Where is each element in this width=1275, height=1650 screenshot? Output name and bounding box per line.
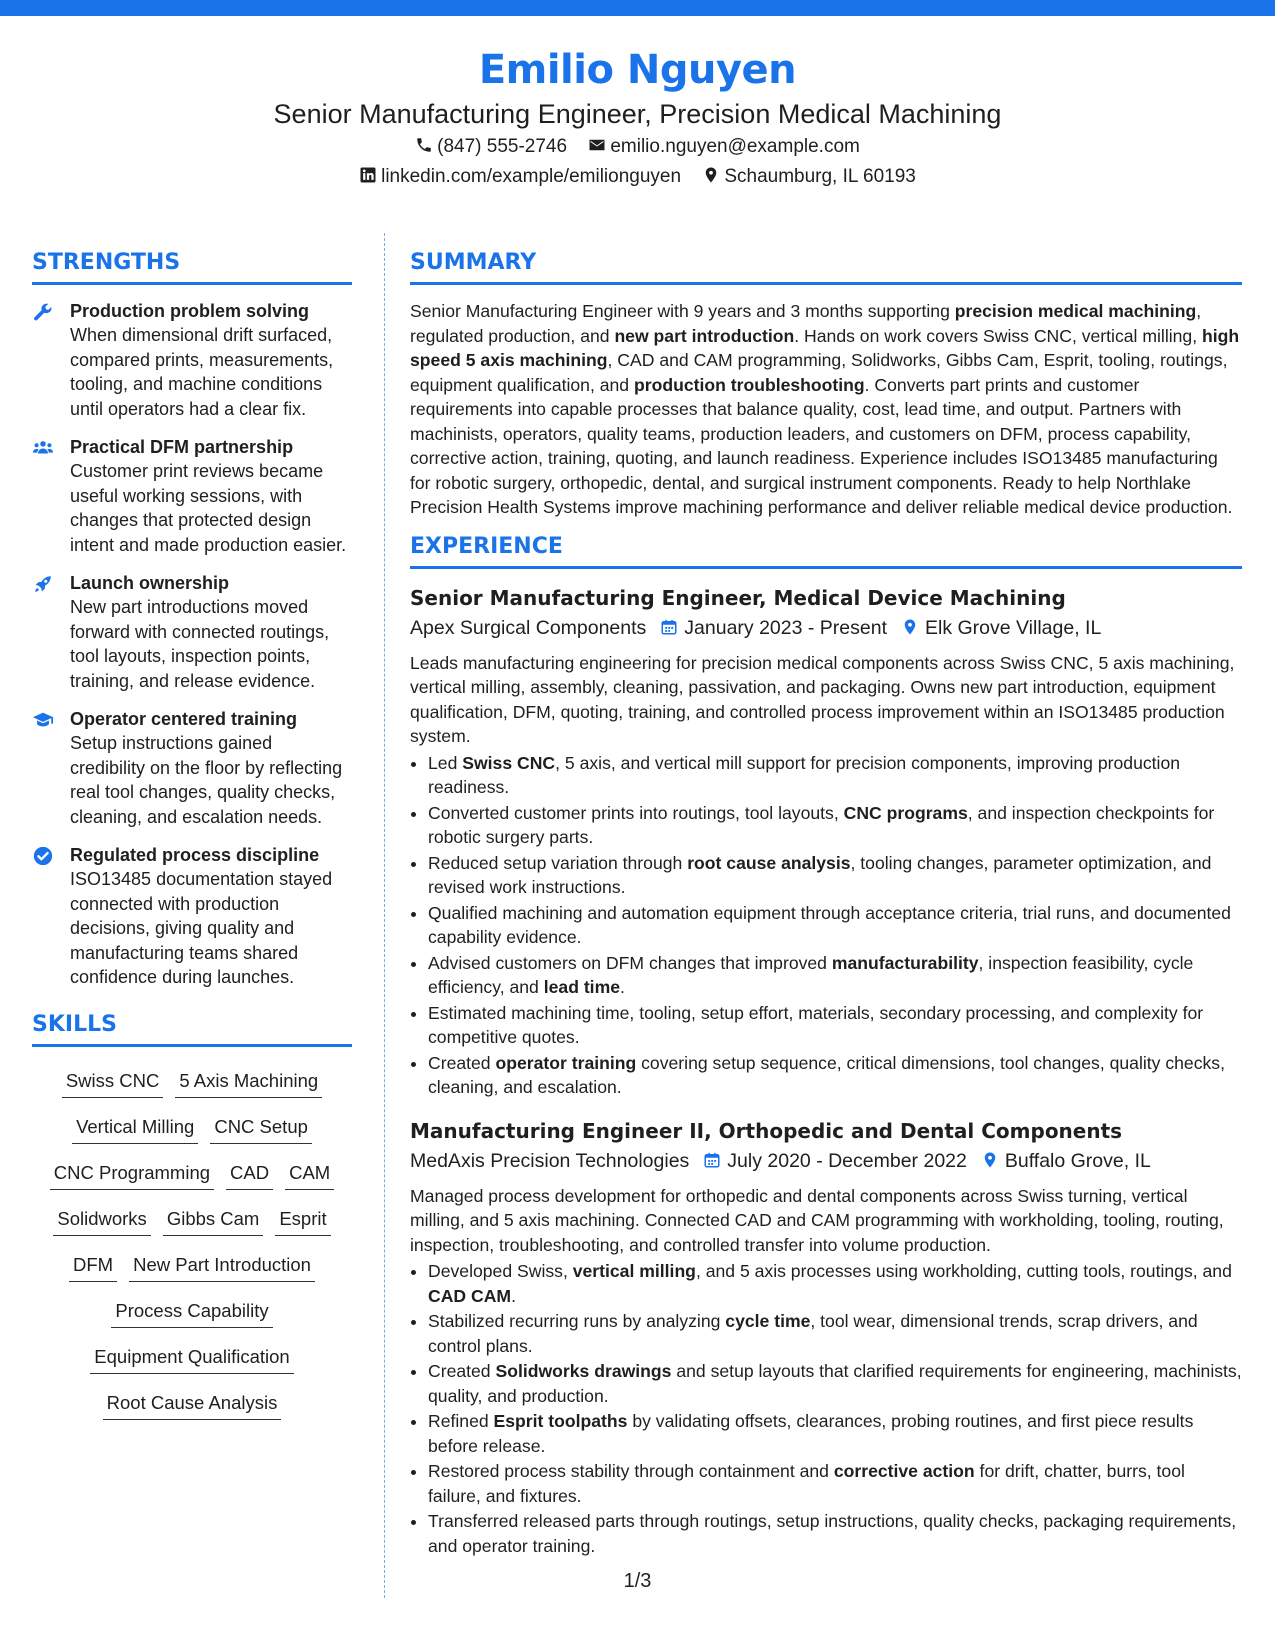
job-bullet: • Created operator training covering setup sequence, critical dimensions, tool changes, quality checks, cleaning, and escalation. [428,1051,1242,1100]
strength-item [32,843,352,990]
strength-description: Setup instructions gained credibility on the floor by reflecting real tool changes, quality checks, cleaning, and escalation needs. [70,733,343,827]
strength-title: Launch ownership [70,573,230,593]
strength-description: Customer print reviews became useful working sessions, with changes that protected design intent and made production easier. [70,461,347,555]
experience-heading: EXPERIENCE [410,534,1242,569]
calendar-icon [703,1151,721,1169]
resume-header [0,44,1275,192]
job-description: Leads manufacturing engineering for precision medical components across Swiss CNC, 5 axis machining, vertical milling, assembly, cleaning, passivation, and packaging. Owns new part introduction, equipment qualification, DFM, quoting, training, and controlled process improvement within an ISO13485 production system. [410,652,1235,746]
job-bullets [410,751,1242,1100]
job-bullet: • Stabilized recurring runs by analyzing cycle time, tool wear, dimensional trends, scrap drivers, and control plans. [428,1309,1242,1358]
rocket-icon [32,573,54,595]
skill-tag: Process Capability [111,1297,272,1328]
skill-tag: New Part Introduction [129,1251,315,1282]
summary-heading: SUMMARY [410,250,1242,285]
skill-row [32,1205,352,1236]
skill-row [32,1297,352,1328]
right-column [410,250,1242,1574]
graduation-cap-icon [32,709,54,731]
skill-row [32,1067,352,1098]
job-meta [410,1146,1242,1176]
skill-tag: Solidworks [53,1205,150,1236]
linkedin-text: linkedin.com/example/emilionguyen [381,166,682,187]
strength-title: Operator centered training [70,709,298,729]
phone-icon [415,136,433,154]
job-bullet: • Advised customers on DFM changes that improved manufacturability, inspection feasibility, cycle efficiency, and lead time. [428,951,1242,1000]
skill-tag: Esprit [275,1205,330,1236]
strengths-list [32,299,352,990]
location-text: Schaumburg, IL 60193 [724,166,916,187]
strength-item [32,571,352,693]
job-bullet: • Reduced setup variation through root cause analysis, tooling changes, parameter optimization, and revised work instructions. [428,851,1242,900]
column-divider [384,233,385,1598]
skill-tag: Gibbs Cam [163,1205,264,1236]
job-bullet: • Created Solidworks drawings and setup layouts that clarified requirements for engineering, machinists, quality, and production. [428,1359,1242,1408]
strength-title: Regulated process discipline [70,845,320,865]
strength-item [32,435,352,557]
contact-row-2 [0,162,1275,192]
skill-row [32,1251,352,1282]
location-contact [702,162,916,192]
job-company: MedAxis Precision Technologies [410,1149,690,1172]
job-title: Manufacturing Engineer II, Orthopedic and Dental Components [410,1118,1123,1143]
strength-description: ISO13485 documentation stayed connected with production decisions, giving quality and manufacturing teams shared confidence during launches. [70,869,333,987]
job-bullet: • Restored process stability through containment and corrective action for drift, chatter, burrs, tool failure, and fixtures. [428,1459,1242,1508]
phone-text: (847) 555-2746 [437,136,568,157]
skill-row [32,1343,352,1374]
skill-row [32,1113,352,1144]
job-meta [410,613,1242,643]
job-dates: July 2020 - December 2022 [703,1146,967,1176]
check-circle-icon [32,845,54,867]
job-entry [410,583,1242,1100]
skill-row [32,1389,352,1420]
job-bullet: • Led Swiss CNC, 5 axis, and vertical mill support for precision components, improving production readiness. [428,751,1242,800]
job-location: Elk Grove Village, IL [901,613,1101,643]
skills-list [32,1067,352,1420]
skill-tag: CNC Setup [210,1113,312,1144]
job-entry [410,1116,1242,1559]
job-company: Apex Surgical Components [410,616,647,639]
strength-description: When dimensional drift surfaced, compared prints, measurements, tooling, and machine conditions until operators had a clear fix. [70,325,334,419]
strengths-heading: STRENGTHS [32,250,352,285]
job-bullet: • Transferred released parts through routings, setup instructions, quality checks, packaging requirements, and operator training. [428,1509,1242,1558]
skill-tag: Swiss CNC [62,1067,164,1098]
top-accent-bar [0,0,1275,16]
contact-row-1 [0,132,1275,162]
job-bullet: • Converted customer prints into routings, tool layouts, CNC programs, and inspection checkpoints for robotic surgery parts. [428,801,1242,850]
envelope-icon [588,136,606,154]
strength-title: Production problem solving [70,301,310,321]
map-pin-icon [901,618,919,636]
strength-title: Practical DFM partnership [70,437,294,457]
job-dates: January 2023 - Present [660,613,887,643]
map-pin-icon [702,166,720,184]
summary-text: Senior Manufacturing Engineer with 9 years and 3 months supporting precision medical machining, regulated production, and new part introduction. Hands on work covers Swiss CNC, vertical milling, high speed 5 axis machining, CAD and CAM programming, Solidworks, Gibbs Cam, Esprit, tooling, routings, equipment qualification, and production troubleshooting. Converts part prints and customer requirements into capable processes that balance quality, cost, lead time, and output. Partners with machinists, operators, quality teams, production leaders, and customers on DFM, process capability, corrective action, training, quoting, and launch readiness. Experience includes ISO13485 manufacturing for robotic surgery, orthopedic, dental, and surgical instrument components. Ready to help Northlake Precision Health Systems improve machining performance and deliver reliable medical device production. [410,301,1240,517]
skill-tag: CNC Programming [50,1159,214,1190]
skill-tag: 5 Axis Machining [175,1067,322,1098]
experience-list [410,583,1242,1559]
skill-row [32,1159,352,1190]
linkedin-contact[interactable] [359,162,681,192]
skills-heading: SKILLS [32,1012,352,1047]
email-text: emilio.nguyen@example.com [610,136,860,157]
strength-item [32,299,352,421]
left-column [32,250,352,1435]
candidate-headline: Senior Manufacturing Engineer, Precision Medical Machining [273,99,1002,129]
job-bullet: • Developed Swiss, vertical milling, and 5 axis processes using workholding, cutting tools, routings, and CAD CAM. [428,1259,1242,1308]
strength-item [32,707,352,829]
linkedin-icon [359,166,377,184]
job-bullet: • Estimated machining time, tooling, setup effort, materials, secondary processing, and complexity for competitive quotes. [428,1001,1242,1050]
skill-tag: Vertical Milling [72,1113,198,1144]
calendar-icon [660,618,678,636]
phone-contact [415,132,567,162]
skill-tag: DFM [69,1251,117,1282]
users-icon [32,437,54,459]
email-contact[interactable] [588,132,860,162]
job-bullet: • Refined Esprit toolpaths by validating offsets, clearances, probing routines, and first piece results before release. [428,1409,1242,1458]
strength-description: New part introductions moved forward with connected routings, tool layouts, inspection points, training, and release evidence. [70,597,330,691]
page-number: 1/3 [623,1570,652,1592]
skill-tag: Equipment Qualification [90,1343,293,1374]
wrench-icon [32,301,54,323]
job-bullet: • Qualified machining and automation equipment through acceptance criteria, trial runs, and documented capability evidence. [428,901,1242,950]
skill-tag: CAM [285,1159,334,1190]
job-title: Senior Manufacturing Engineer, Medical Device Machining [410,585,1066,610]
job-bullets [410,1259,1242,1558]
job-description: Managed process development for orthopedic and dental components across Swiss turning, vertical milling, and 5 axis machining. Connected CAD and CAM programming with workholding, tooling, routing, inspection, troubleshooting, and controlled transfer into volume production. [410,1185,1224,1255]
map-pin-icon [981,1151,999,1169]
candidate-name: Emilio Nguyen [478,47,797,93]
skill-tag: CAD [226,1159,273,1190]
skills-section [32,1012,352,1420]
skill-tag: Root Cause Analysis [103,1389,282,1420]
job-location: Buffalo Grove, IL [981,1146,1151,1176]
